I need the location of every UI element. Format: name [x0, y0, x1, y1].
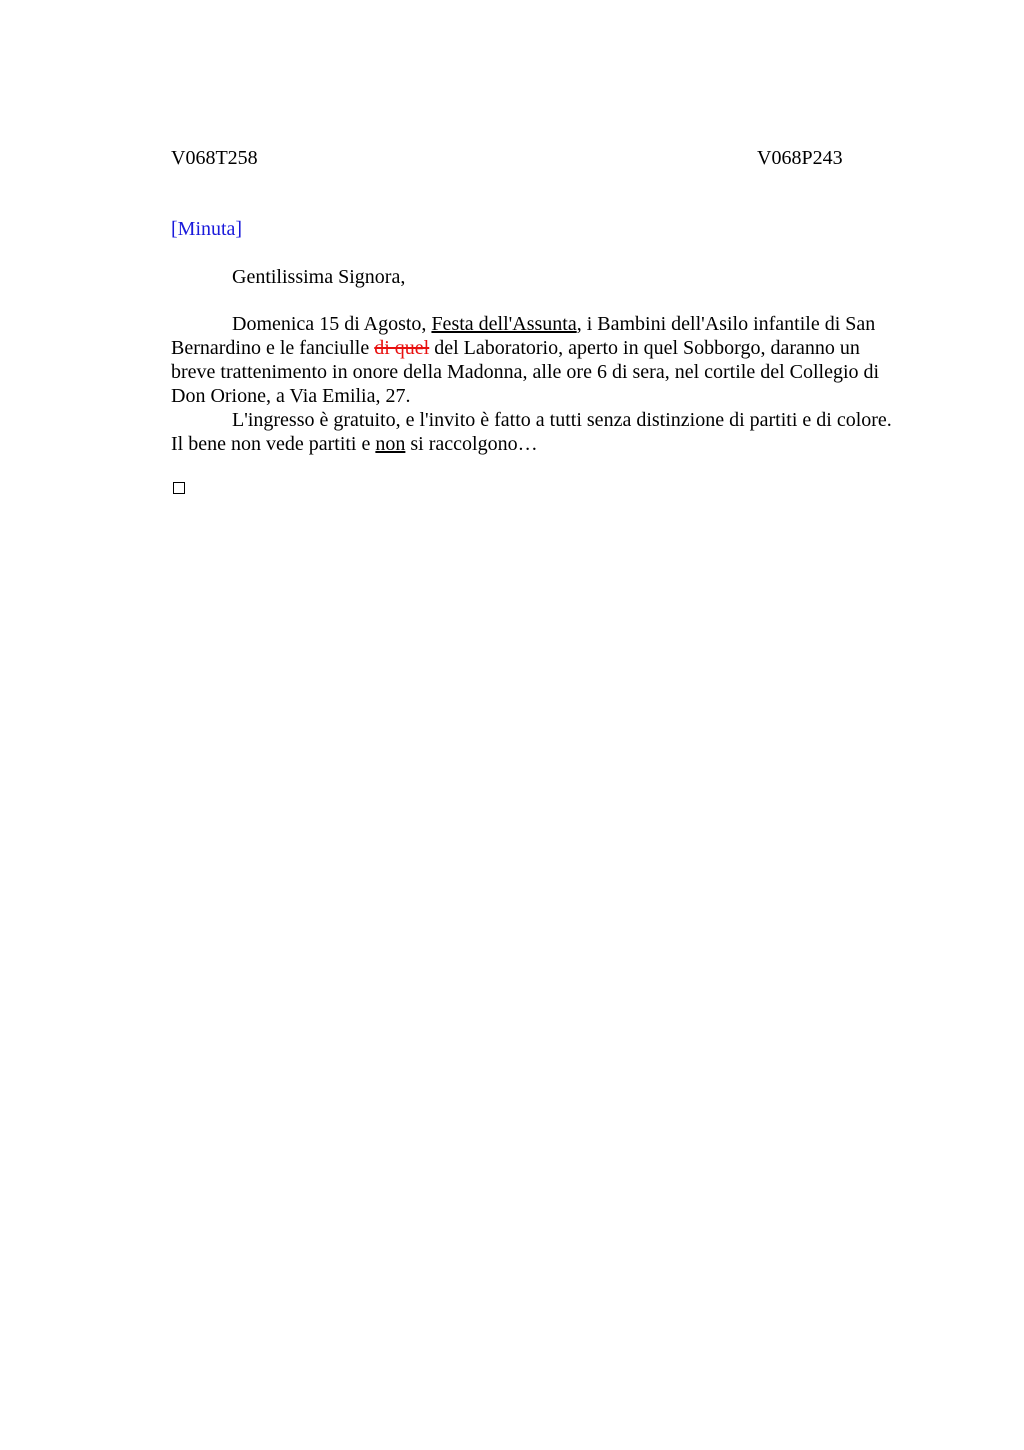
underlined-festa: Festa dell'Assunta: [431, 313, 577, 335]
text-segment: Bernardino e le fanciulle: [171, 337, 375, 359]
text-segment: , i Bambini dell'Asilo infantile di San: [576, 313, 876, 335]
minuta-note: [Minuta]: [171, 218, 243, 240]
paragraph-1-line-4: Don Orione, a Via Emilia, 27.: [171, 385, 411, 407]
paragraph-2-line-2: [171, 432, 916, 456]
paragraph-1-line-3: breve trattenimento in onore della Madonna, alle ore 6 di sera, nel cortile del Collegio di: [171, 361, 880, 383]
text-segment: Domenica 15 di Agosto,: [232, 313, 432, 335]
deleted-text: di quel: [374, 337, 430, 359]
paragraph-1-line-2: [171, 336, 916, 360]
paragraph-1-line-1: [171, 312, 916, 336]
underlined-non: non: [375, 433, 406, 455]
document-ref-right: V068P243: [757, 147, 843, 169]
text-segment: del Laboratorio, aperto in quel Sobborgo, daranno un: [429, 337, 860, 359]
salutation: Gentilissima Signora,: [232, 266, 406, 288]
letter-body: [171, 312, 916, 456]
paragraph-2-line-1: L'ingresso è gratuito, e l'invito è fatto a tutti senza distinzione di partiti e di colore.: [232, 409, 892, 431]
text-segment: si raccolgono…: [405, 433, 538, 455]
square-checkbox-icon: [173, 482, 185, 494]
text-segment: Il bene non vede partiti e: [171, 433, 376, 455]
document-ref-left: V068T258: [171, 147, 258, 169]
